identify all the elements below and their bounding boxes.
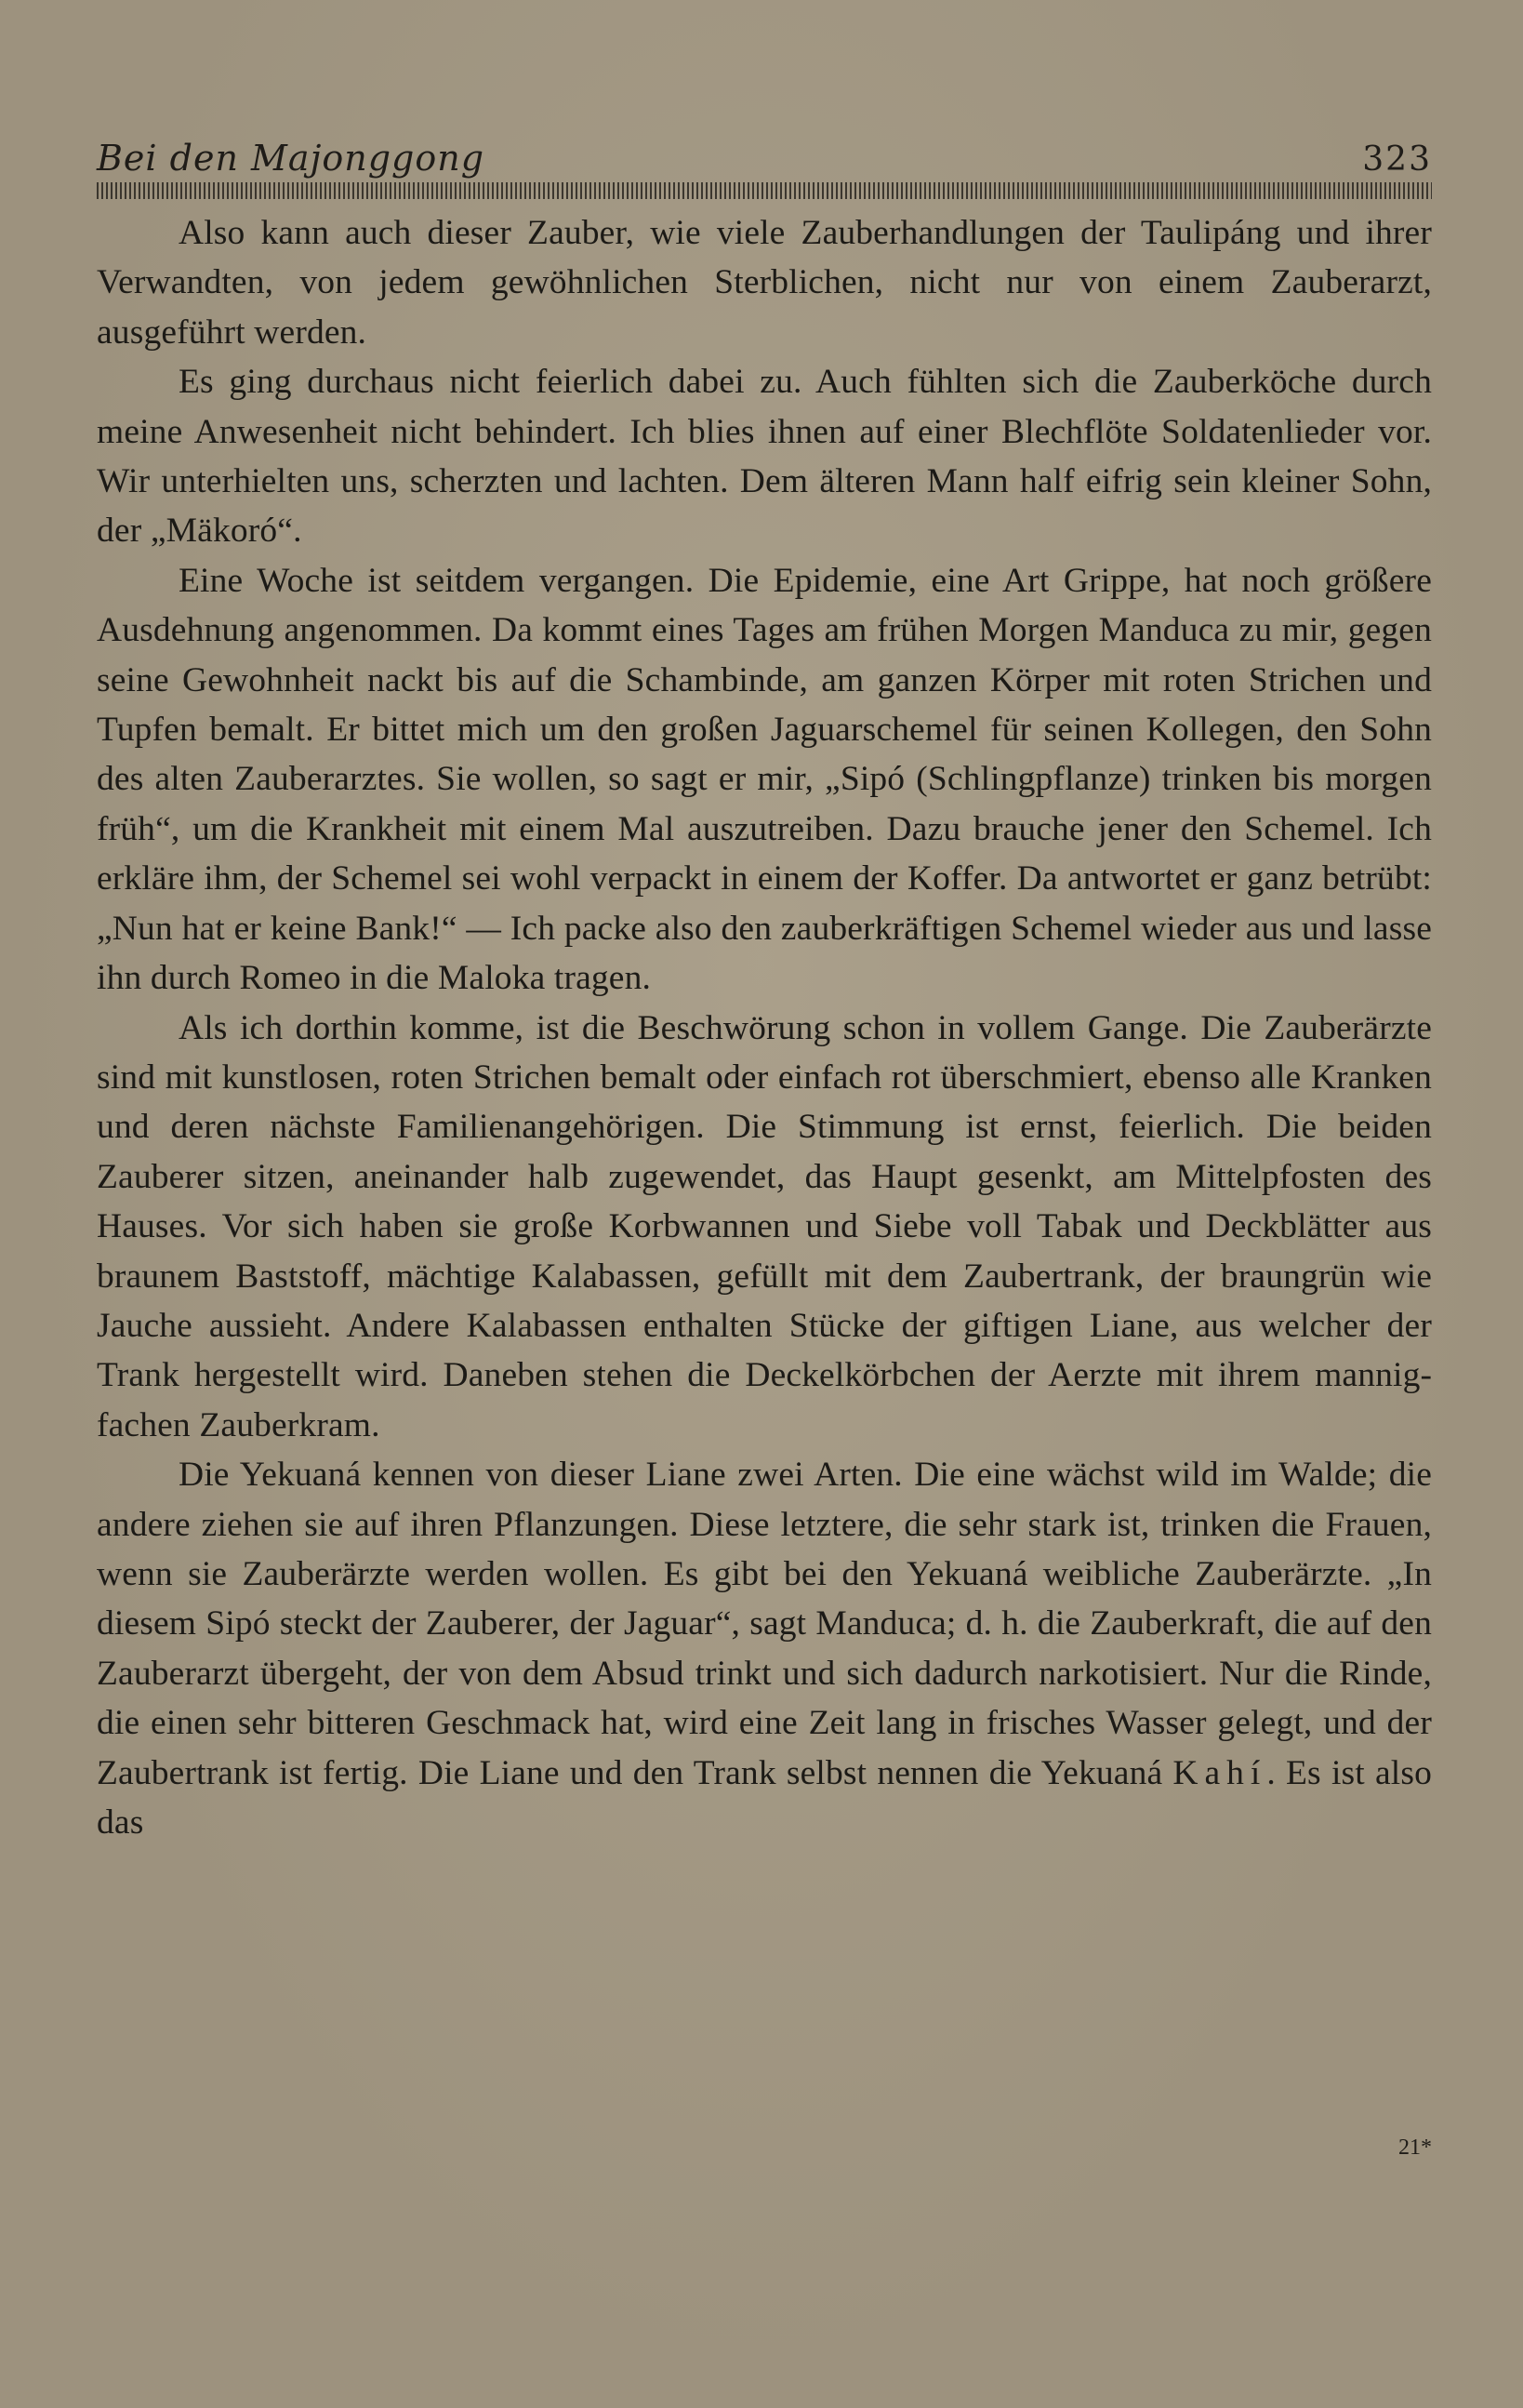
running-head: Bei den Majonggong bbox=[97, 138, 485, 179]
paragraph-5-text: Die Yekuaná kennen von dieser Liane zwei Arten. Die eine wächst wild im Walde; die andere ziehen sie auf ihren Pflanzungen. Diese letztere, die sehr stark ist, trinken die Frauen, wenn sie Zauberärzte werden wollen. Es gibt bei den Yekuaná weibliche Zauberärzte. „In diesem Sipó steckt der Zauberer, der Jaguar“, sagt Manduca; d. h. die Zauberkraft, die auf den Zauberarzt übergeht, der von dem Absud trinkt und sich dadurch narkotisiert. Nur die Rinde, die einen sehr bitteren Geschmack hat, wird eine Zeit lang in frisches Wasser gelegt, und der Zaubertrank ist fertig. Die Liane und den Trank selbst nennen die Yekuaná bbox=[97, 1456, 1432, 1792]
paragraph-5 bbox=[97, 1450, 1432, 1847]
spaced-word-kahi: Kahí bbox=[1172, 1753, 1267, 1792]
signature-mark: 21* bbox=[1398, 2135, 1432, 2160]
page-header bbox=[97, 138, 1432, 179]
page-number: 323 bbox=[1362, 140, 1432, 179]
paragraph-5-tail: . Es ist also das bbox=[97, 1753, 1432, 1842]
paragraph-3: Eine Woche ist seitdem vergangen. Die Epidemie, eine Art Grippe, hat noch größere Ausdehnung angenommen. Da kommt eines Tages am frühen Morgen Manduca zu mir, gegen seine Gewohnheit nackt bis auf die Schambinde, am ganzen Körper mit roten Strichen und Tupfen bemalt. Er bittet mich um den großen Jaguarschemel für seinen Kollegen, den Sohn des alten Zauberarztes. Sie wollen, so sagt er mir, „Sipó (Schlingpflanze) trinken bis morgen früh“, um die Krankheit mit einem Mal auszutreiben. Dazu brauche jener den Schemel. Ich erkläre ihm, der Schemel sei wohl verpackt in einem der Koffer. Da antwortet er ganz betrübt: „Nun hat er keine Bank!“ — Ich packe also den zauberkräftigen Schemel wieder aus und lasse ihn durch Romeo in die Maloka tragen. bbox=[97, 561, 1432, 998]
header-rule bbox=[97, 182, 1432, 199]
paragraph-2: Es ging durchaus nicht feierlich dabei zu. Auch fühlten sich die Zauberköche durch meine Anwesenheit nicht behindert. Ich blies ihnen auf einer Blechflöte Soldatenlieder vor. Wir unterhielten uns, scherzten und lachten. Dem älteren Mann half eifrig sein kleiner Sohn, der „Mäkoró“. bbox=[97, 363, 1432, 551]
body-text bbox=[97, 208, 1432, 1847]
paragraph-4: Als ich dorthin komme, ist die Beschwörung schon in vollem Gange. Die Zauberärzte sind mit kunstlosen, roten Strichen bemalt oder einfach rot überschmiert, ebenso alle Kranken und deren nächste Familienangehörigen. Die Stimmung ist ernst, feierlich. Die beiden Zauberer sitzen, aneinander halb zugewendet, das Haupt gesenkt, am Mittelpfosten des Hauses. Vor sich haben sie große Korbwannen und Siebe voll Tabak und Deckblätter aus braunem Baststoff, mächtige Kalabassen, gefüllt mit dem Zaubertrank, der braungrün wie Jauche aussieht. Andere Kalabassen enthalten Stücke der giftigen Liane, aus welcher der Trank hergestellt wird. Daneben stehen die Deckelkörbchen der Aerzte mit ihrem mannigfachen Zauberkram. bbox=[97, 1008, 1432, 1444]
paragraph-1: Also kann auch dieser Zauber, wie viele Zauberhandlungen der Taulipáng und ihrer Verwandten, von jedem gewöhnlichen Sterblichen, nicht nur von einem Zauberarzt, ausgeführt werden. bbox=[97, 214, 1432, 352]
